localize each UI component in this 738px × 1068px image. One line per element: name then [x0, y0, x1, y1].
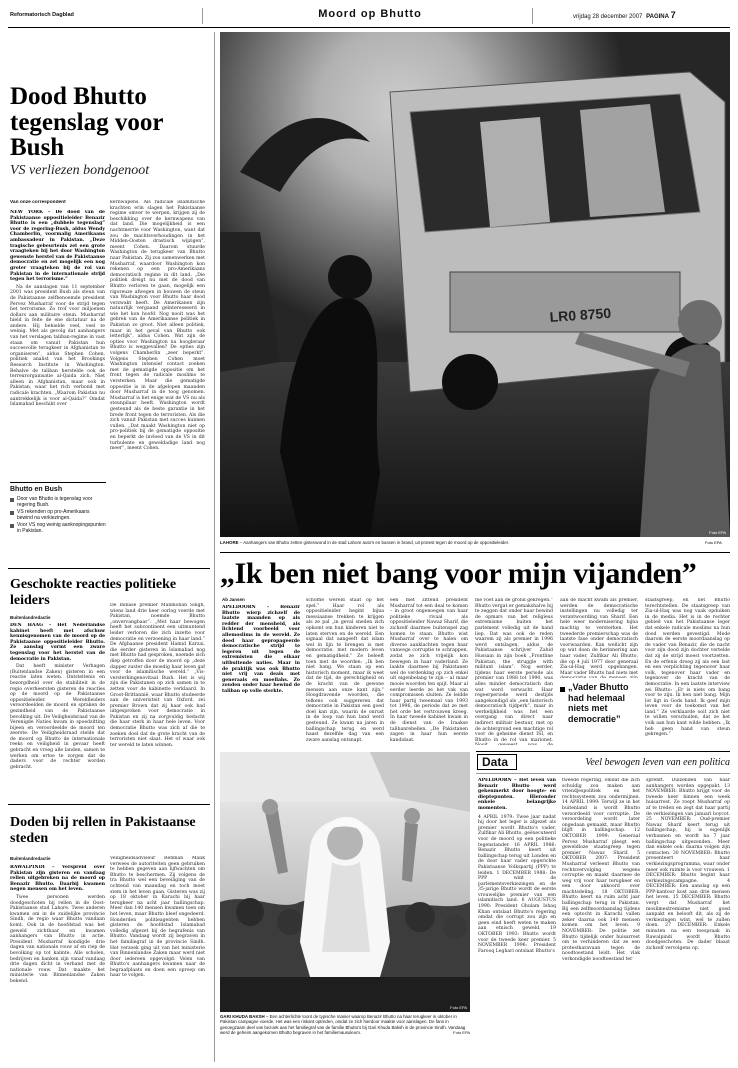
- geschokte-byline: Buitenlandredactie: [10, 615, 51, 620]
- lahore-protest-photo: [220, 32, 730, 537]
- niet-bang-intro: APELDOORN – Benazir Bhutto wierp zichzelf de laatste maanden op als redder der mensheid, als lichtend voorbeeld voor allemoslims in de wereld. Ze deed haar gepropageerde democratische strijd te legeren uit tegen de extremisten die elkaar uitbuitende naties. Maar in de praktijk was ook Bhutto niet vrij van deals met generaals en moellahs. Zo zouden onder haar bewind de taliban op volle sterkte.: [222, 605, 300, 694]
- niet-bang-text-5: aan de macht kwam als premier, werden de democratische instellingen nu volledig ter verantwoording van Sharif. Een hele weer modernisering bijna machtig te versterken. Het tweederde premierschap was de laatste fase onder democratisch voorwaarden. Kan wellicht zijn op wat doen de herinnering aan haar vader, Zulfikar Ali Bhutto, die op 4 juli 1977 door generaal Zia-ul-Haq werd opgehangen. Maar vader Bhutto had niets met: [560, 598, 638, 676]
- lead-text-2: kernwapens. Als radicale islamitische krachten erin slagen het Pakistaanse regime omver te werpen, krijgen zij de beschikking over de kernwapens van dat land. Die mogelijkheid is een nachtmerrie voor Washington, want dat zou de machtsverhoudingen in het Midden-Oosten drastisch wijzigen”, meent Cohen. Daarom stuurde Washington de terugkeer van Bhutto naar Pakistan. Zij zou samenwerken met Musharraf, waardoor Washington kon rekenen op een pro-Amerikaans democratisch regime in dit land. „Die politiek dreigt nu met de dood van Bhutto verloren te gaan, mogelijk een rigoreuze afwegen in bouwen de steun van Washington voor Bhutto haar dood verzwakt heeft. De Amerikanen zijn natuurlijk vergaand geïnteresseerd in wie het kon hoofd. Nog nooit was het gebrek van de Amerikaanse politiek in Pakistan zo groot. Niet alleen politiek, maar in het geval van Bhutto ook letterlijk”, aldus Cohen. Wat zijn de opties voor Washington nu hoogleraar Bhutto is weggevallen? De opties zijn volgens Chamberlin „zeer beperkt”. Volgens Stephen Cohen moet Washington intensief contact zoeken met de gematigde oppositie om het front tegen de radicale moslims te versterken. Maar die gematigde oppositie is in de afgelopen maanden door Musharraf in de toog genomen. Musharraf is het enige wat de VS nu als steunpilaar heeft. Washington wordt gesteund als de beste garantie in het brede front tegen de terroristen. Als die zich vanuit Pakistan met succes kunnen vullen. „Dat maakt Washington niet op pro-politiek bij de gematigde oppositie en beperkt de invloed van de VS in dit turbulente en geweldadige land nog meer”, meent Cohen.: [110, 200, 205, 452]
- data-tagline: Veel bewogen leven van een politica: [585, 757, 730, 768]
- doden-text-2: Veiligheidsadviseur Rehman Malik verwees de autoriteiten geen gebruiken te hebben gegeven aan lijfwachten om Bhutto te beschermen. Zij volgens de tra Bhutto wel een beveiliging van de ochtend van maandag en toch moet stem in het leven gaan. Gisteren was zij op 18 oktober in Karachi bij haar terugkeer na acht jaar ballingschap. Meer dan 140 mensen kwamen toen om het leven, maar Bhutto bleef ongedeerd. Honderden politieagenten hebben gisteren de hoofdstad Islamabad volledig afgezet bij de begrafenis van Bhutto. Vandaag wordt zij begraven in het familiegraf in de provincie Sindh. Het verzoek ging uit van het ministerie van Binnenlandse Zaken maar werd niet door iedereen opgevolgd. Velen van Bhutto's aanhangers kwamen naar de begraafplaats en doen een oproep om haar te volgen.: [110, 856, 205, 979]
- box-bullet-3: Voor VS nog weinig aanknopingspunten in Pakistan.: [10, 522, 106, 534]
- quote-text: „Vader Bhutto had helemaal niets met democratie”: [568, 682, 629, 724]
- niet-bang-text-3: een met zittend president Musharraf tot een deal te komen – in groot ongenoegen van haar politieke rivaal als oppositieleider Nawaz Sharif, die zichzelf daarmee buitenspel zag komen te staan. Bhutto wist Musharraf over te halen om diverse aanklachten tegen haar vanwege corruptie te schrappen, zodat ze zich vrijelijk kon bewegen in haar vaderland. Ze laakte daarmee bij Pakistanen wel de verdenking op zich enkel uit eigenbelang te zijn – al maar mooie woorden ten spijt. Maar al eerder leerde ze het vak van compromissen sluiten. Ze leidde haar partij tweemaal van 1993 tot 1996, de periode dat ze met het orde het vertrouwen kreeg. In haar tweede kabinet kwam in de dienst van de Iraakse talibanrebellen. „De Pakistanen zagen in haar hun eerste kandidaat.: [390, 598, 468, 743]
- data-text-3: sprenft. Duizenden van haar aanhangers worden opgepakt. 13 NOVEMBER: Bhutto krijgt voor de tweede keer binnen een week huisarrest. Ze roept Musharraf op af te treden en zegt dat haar partij de verkiezingen van januari boycot. 25 NOVEMBER: Oud-premier Nawaz Sharif keert terug uit ballingschap, hij is eigenlijk verbannen en wordt na 7 jaar ballingschap uitgezonden. Meer dan enkele ook: daarna volgen zijn contacten. 30 NOVEMBER: Bhutto presenteert haar verkiezingsprogramma, waar onder meer ook ruimte is voor vrouwen. 1 DECEMBER: Bhutto begint haar verkiezingscampagne. 4 DECEMBER: Een aanslag op een PPP-kantoor kost aan drie mensen het leven. 15 DECEMBER: Bhutto vergt dat Musharraf het moslimextremisme niet goed aanpakt en belooft dit, als zij de verkiezingen wint, wel te zullen doen. 27 DECEMBER: Enkele minuten na een toespraak in Rawalpindi wordt Bhutto doodgeschoten. De dader blaast zichzelf vervolgens op.: [646, 778, 730, 951]
- data-intro: APELDOORN – Het leven van Benazir Bhutto werd gekenmerkt door hoogte- en dieptepunten. Hieronder enkele belangrijke momenten.: [478, 778, 556, 811]
- data-text-1: 4 APRIL 1979: Twee jaar nadat hij door het leger is afgezet als premier wordt Bhutto's vader, Zulfikar Ali Bhutto, geëxecuteerd voor de moord op een politieke tegenstander. 16 APRIL 1986: Benazir Bhutto keert uit ballingschap terug uit Londen en de door haar vader opgerichte Pakistaanse Volkspartij (PPP) te leiden. 1 DECEMBER 1988: De PPP wint de parlementsverkiezingen en de 35-jarige Bhutto wordt de eerste vrouwelijke premier van een islamitisch land. 6 AUGUSTUS 1990: President Ghulam Ishaq Khan ontslaat Bhutto's regering omdat die corrupt zou zijn en geen eind heeft weten te maken aan etnisch geweld. 19 OKTOBER 1993: Bhutto wordt voor de tweede keer premier. 5 NOVEMBER 1996: President Farooq Leghari ontslaat Bhutto's: [478, 814, 556, 954]
- geschokte-intro: DEN HAAG – Het Nederlandse kabinet heeft met afschuw kennisgenomen van de moord op de Pakistaanse oppositieleider Bhutto. Ze aanslag vormt een zware tegenslag voor het herstel van de democratie in Pakistan.: [10, 623, 105, 662]
- box-title: Bhutto en Bush: [10, 482, 106, 493]
- bhutto-portrait-image: [220, 752, 470, 1012]
- page-header: [0, 0, 738, 26]
- top-caption-label: LAHORE: [220, 540, 239, 545]
- bottom-photo-credit-overlay: Foto EPA: [450, 1005, 467, 1010]
- geschokte-col-1: [10, 623, 105, 799]
- niet-bang-byline: Ab Jansen: [222, 597, 245, 602]
- doden-col-2: [110, 856, 205, 1063]
- niet-bang-col-1: [222, 605, 300, 745]
- lead-byline: Van onze correspondent: [10, 200, 66, 205]
- data-label: Data: [482, 755, 509, 769]
- page-label: PAGINA: [646, 14, 669, 20]
- paper-name: Reformatorisch Dagblad: [10, 12, 74, 18]
- lead-col-1: [10, 210, 105, 480]
- bhutto-bush-box: [10, 482, 106, 566]
- niet-bang-col-3: [390, 598, 468, 745]
- data-text-2: tweede regering, omdat die zich schuldig zou maken aan vriendjespolitiek en het rechtssysteem zou ondermijnen. 14 APRIL 1999: Terwijl ze in het buitenland is wordt Bhutto veroordeeld voor corruptie. De veroordeling wordt later ongedaan gemaakt, maar Bhutto blijft in ballingschap. 12 OKTOBER 1999: Generaal Pervez Musharraf pleegt een geweldloze staatsgreep tegen premier Nawaz Sharif. 5 OKTOBER 2007: President Musharraf verleent Bhutto van rechtsvervolging wegens corruptie en maakt daarmee de weg vrij voor haar terugkeer en een door akkoord over machtsdeling. 18 OKTOBER: Bhutto keert na ruim acht jaar ballingschap terug in Pakistan. Bij een zelfmoordaanslag tijdens een optocht in Karachi vallen zeker daarna ook 140 mensen komen om het leven. 9 NOVEMBER: De politie zet Bhutto tijdelijk onder huisarrest om te verhinderen dat ze een protestkaravaan tegen de noodtoestand leidt. Het vlak verkondigde noodtoestand ter: [562, 778, 640, 962]
- col-divider-left: [214, 32, 215, 1062]
- data-label-box: [477, 754, 517, 770]
- data-col-2: [562, 778, 640, 1060]
- bottom-caption-text: – Een achterlichte toont de typische manier waarop Benazir Bhutto na haar terugkeer in oktober in Pakistan campagne voerde. Het was een riskant optreden, omdat ze zich hierdoor maakte voor aanslagen. De fans in genoegzaam deel van bezoek aan het familiegraf van de familie Bhutto's bij Gari Khuda Baksh in de provincie Sindh. Vandaag werd de geheim aangekomen Bhutto begraven in het familiemausoleum.: [220, 1014, 466, 1036]
- niet-bang-text-6: staatsgreep, en liet Bhutto terechtstellen. De staatsgreep van Zia-ul-Haq was nog vaak opduiken in de media. Het is in de rechter gebied van het Pakistaanse leger dat enkele radicale moslims na hun dood werden gevestigd. Mede daarom de eerste moordaanslag op de vader van Benazir, die de nacht voor zijn dood zijn dochter vertelde dat zij de strijd moest voortzetten. En de erfenis droeg zij als een last en een verplichting tegenover haar volk, tegenover haar vader en tegenover de kracht van de democratie. In een laatste interview zei Bhutto: „Er is niets om bang voor te zijn. Ik ben niet bang. Mijn lot ligt in Gods hand. Ik geef mijn leven voor de toekomst van het land.” Ze verklaarde ooit zich niet te willen verschuilen, dat ze het volk aan hun kant wilde hebben. „Ik heb geen hand van steun gekregen.”: [645, 598, 730, 738]
- lead-subhead: VS verliezen bondgenoot: [10, 163, 150, 178]
- top-credit-line: Foto EPA: [705, 540, 722, 545]
- header-tick-left: [202, 8, 203, 24]
- box-bullet-1: Door van Bhutto is tegenslag voor regering Bush.: [10, 496, 106, 508]
- geschokte-bottom-rule: [8, 804, 210, 805]
- doden-intro: RAWALPINDI – Verspreid over Pakistan zijn gisteren en vandaag rellen uitgebroken na de moord op Benazir Bhutto. Daarbij kwamen negen mensen om het leven.: [10, 865, 105, 893]
- niet-bang-col-5: [560, 598, 638, 678]
- page-number: 7: [670, 10, 676, 20]
- bottom-caption-label: GARI KHUDA BAKSH: [220, 1014, 265, 1019]
- niet-bang-col-4: [475, 598, 553, 745]
- doden-headline: Doden bij rellen in Pakistaanse steden: [10, 815, 196, 846]
- doden-text-1: Twee personen werden doodgeschoten bij rellen in de Oost-Pakistaanse stad Lahore. Twee anderen kwamen om in de zuidelijke provincie Sindh, de regio waar Bhutto vandaan komt. Ook in de hoofdstad was het geweld zichtbaar en kwamen aanhangers van Bhutto in actie. President Musharraf kondigde drie dagen van nationale rouw af en riep de bevolking op tot kalmte. Alle scholen, bedrijven en banken zijn vanaf vandaag drie dagen dicht in verband met de nationale rouw. Dat maakte het ministerie van Binnenlandse Zaken bekend.: [10, 894, 105, 984]
- doden-col-1: [10, 865, 105, 1063]
- top-photo-caption: [220, 540, 710, 548]
- geschokte-headline: Geschokte reacties politieke leiders: [10, 577, 177, 608]
- niet-bang-col-2: [306, 598, 384, 745]
- pull-quote: [560, 682, 640, 744]
- top-photo-credit: Foto EPA: [709, 530, 726, 535]
- lead-bottom-rule: [8, 568, 210, 569]
- quote-square-icon: [560, 687, 565, 692]
- header-tick-right: [532, 8, 533, 24]
- geschokte-text-2: De Indiase premier Manmohan Singh, wiens land drie keer oorlog voerde met Pakistan, noemde Bhutto „onvervangbaar”. „Met haar bewogen heeft het subcontinent een uitmuntend leider verloren die zich inzette voor democratie en verzoening in haar land.” De Afghaanse president Hamid Karzai, die eerder gisteren in Islamabad nog met Bhutto had gesproken, noemde zich diep getroffen door de moord op „deze dapper zuster die moedig haar leven gaf voor de islamitische wereld.” „Vis-versterkingenovitaal Bush. Het is wij zijn die Pakistanen op zich samen in te zetten voor de kabinette verklaard. In Groot-Brittannië, waar Bhutto studeerde aan de universiteit van Oxford, zei premier Brown dat zij haar ook had uitgesproken voor democratie in Pakistan en zij na zorgvuldig bedacht die haar sterk in haar hele leven. Voor democratie Bhutto was zich af die te zoeken doel dat de grote kracht van de terroristen niet slaat. Het of waar ook ter wereld te laten winnen.: [110, 603, 205, 748]
- niet-bang-text-2: schoffle wereld staat op het spel.” Haar rol als oppositieleider begint bijna messiaanse trekken te krijgen als ze pal „in geval sneden zich opkomt om hun kinderen niet te laten sterven en de wereld. Een signaal dat aangeeft dat islam wel in lijn te brengen is met democratie, met modern leven en gematigdheid.” Ze beleeft toen met de woorden: „Ik ben niet bang. We staan op een historisch moment, maar ik weet dat de tijd, de gerechtigheid en de kracht van de gewone mensen aan onze kant zijn.” Hoogdravende woorden, die telkens ook suggereren dat democratie in Pakistan een goed doel kan zijn, waarin de onrust in de loop van hun land werd gesteund. Ze kwam na jaren in ballingschap terug en werd haast dezelfde dag van een zware aanslag ontsnapt.: [306, 598, 384, 743]
- niet-bang-headline: „Ik ben niet bang voor mijn vijanden”: [220, 557, 697, 590]
- niet-bang-top-rule: [220, 552, 730, 553]
- lead-text-1: Na de aanslagen van 11 september 2001 was president Bush als steun van de Pakistaanse zelfbenoemde president Pervez Musharraf voor de strijd tegen het terrorisme. Zo trof voor miljoenen dollars aan militaire steun. Musharraf hield in feite de ene dictatuur na de andere. Hij behielde veel, veel te weinig. Met als gevolg dat aanhangers van het verslagen taliban-regime in vast staan om vanuit Pakistan hun succesvolle terugkeer in Afghanistan te organiseren”, aldus Stephen Cohen, politiek analist van het Brookings Research Institute in Washington. Behalve de taliban herstelde ook de terreurorganisatie al-Qaida zich. Niet alleen in Afghanistan, maar ook in Pakistan, waar het rich verbond met radicale krachten. „Waarom Pakistan nu aantrekkelijk is voor al-Qaida?” Omdat Islamabad beschikt over: [10, 284, 105, 408]
- lead-headline: Dood Bhutto tegenslag voor Bush: [10, 84, 163, 161]
- date-text: vrijdag 28 december 2007: [573, 14, 643, 20]
- data-col-3: [646, 778, 730, 1060]
- top-caption-text: – Aanhangers van Bhutto zetten gisteravond in de stad Lahore auto's en bussen in brand, uit protest tegen de moord op de oppositieleider.: [239, 540, 510, 545]
- section-title: Moord op Bhutto: [318, 8, 422, 20]
- geschokte-col-2: [110, 603, 205, 799]
- header-rule: [8, 27, 730, 28]
- bus-plate: LR0 8750: [549, 304, 612, 325]
- data-col-1: [478, 778, 556, 1060]
- geschokte-text-1: Dat heeft minister Verhagen (Buitenlandse Zaken) gisteren in een reactie laten weten. Ontsteltenis en bezorgdheid over de stabiliteit in de regio overheersten gisteren de reacties op de moord op de Pakistaanse oppositieleider. Wereldleiders veroordeelden de moord en spraken de gezindheid van de Pakistaanse bevolking uit. De Veiligheidsraad van de Verenigde Naties kwam in spoedzitting bijeen en veroordeelde de moord ten zeerste. De Veiligheidsraad stelde dat de moord op Bhutto de internationale reeks en veiligheid in gevaar heeft gebracht en vroeg alle landen, samen te werken om ertoe te zorgen dat de daders voor de rechter worden gebracht.: [10, 664, 105, 770]
- niet-bang-col-6: [645, 598, 730, 745]
- data-mid-rule: [476, 773, 730, 774]
- box-bullet-2: VS rekenden op pro-Amerikaans bewind na verkiezingen.: [10, 509, 106, 521]
- doden-byline: Buitenlandredactie: [10, 856, 51, 861]
- lead-col-2: [110, 200, 205, 560]
- bottom-caption-credit: Foto EPA: [453, 1030, 470, 1036]
- lead-intro: NEW YORK – De dood van de Pakistaanse oppositieleider Benazir Bhutto is een „dubbele tegenslag” voor de regering-Bush, aldus Wendy Chamberlin, voormalig Amerikaans ambassadeur in Pakistan. „Deze tragische gebeurtenis zet een grote vraagteken bij het door Washington gewenste herstel van de Pakistaanse democratie en zet mogelijk een nog groter vraagteken bij de rol van Pakistan in de internationale strijd tegen het terrorisme.”: [10, 210, 105, 283]
- page-date: [573, 10, 733, 20]
- bhutto-campaign-photo: [220, 752, 470, 1012]
- niet-bang-text-4: me voet aan de grond gekregen.” Bhutto vergat er gemakshalve bij te zeggen dat onder haar bewind de opmars van het religieus extremisme buiten het parlement volledig uit de hand liep. Dat was ook de reden waarom zij als premier in 1996 werd ontslagen, aldus de Pakistaanse schrijver Zahid Hussain in zijn boek „Frontline Pakistan, the struggle with militant islam”. Nog eerder, tijdens haar eerste periode als premier van 1988 tot 1990, was alles minder democratisch dan wat werd verwacht. Haar regeerperiode werd destijds aangekondigd als „een historisch democratisch tijdperk”, maar in werkelijkheid was het een overgang van direct naar indirect militair bestuur, met op de achtergrond een machtige rol voor de geheime dienst ISI, en Bhutto in de rol van marionet.: [475, 598, 553, 743]
- burning-bus-image: [220, 32, 730, 537]
- data-top-rule: [476, 751, 730, 752]
- bottom-photo-caption: [220, 1014, 470, 1060]
